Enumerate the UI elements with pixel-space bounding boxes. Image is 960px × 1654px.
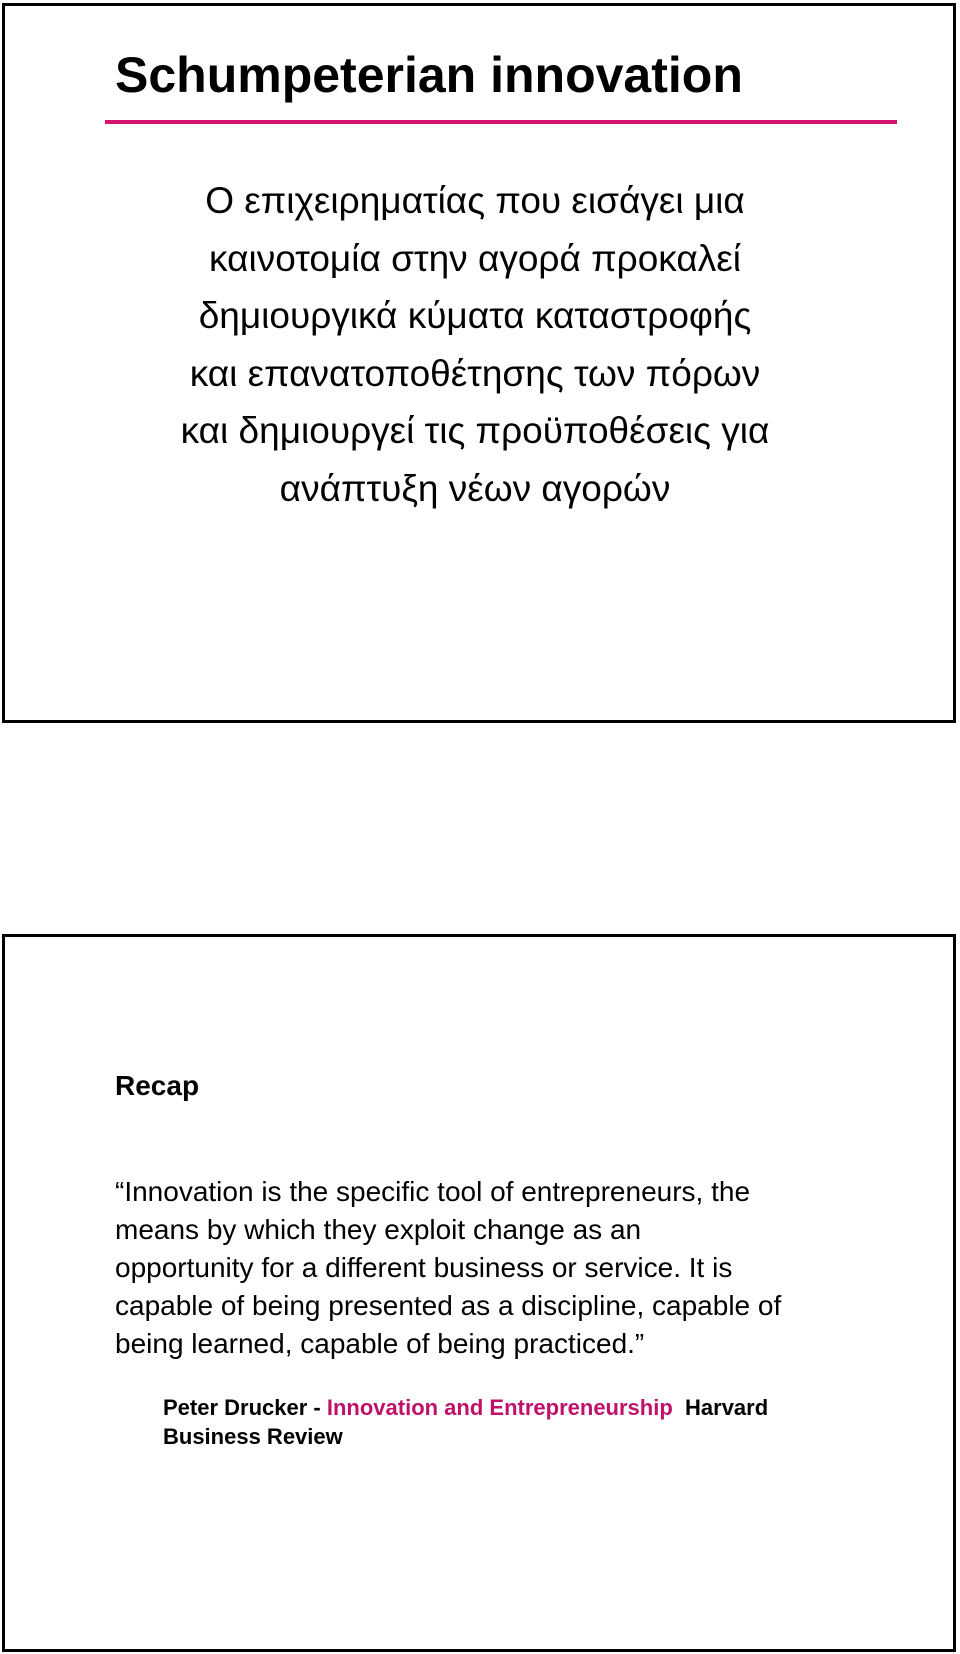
citation [163,1393,768,1451]
citation-work-title: Innovation and Entrepreneurship [326,1395,673,1420]
drucker-quote [115,1173,915,1363]
slide-schumpeterian-innovation [2,3,956,723]
body-line: καινοτομία στην αγορά προκαλεί [209,237,741,279]
quote-line: being learned, capable of being practiced.” [115,1328,645,1359]
slide-title: Schumpeterian innovation [115,47,743,103]
title-underline-rule [105,120,897,124]
body-line: και δημιουργεί τις προϋποθέσεις για [180,410,770,451]
body-line: Ο επιχειρηματίας που εισάγει μια [205,180,745,221]
quote-line: capable of being presented as a discipline, capable of [115,1290,782,1321]
body-line: και επανατοποθέτησης των πόρων [189,352,761,394]
quote-line: means by which they exploit change as an [115,1214,642,1245]
body-line: ανάπτυξη νέων αγορών [279,467,671,509]
recap-heading: Recap [115,1070,200,1101]
citation-line-1 [163,1393,768,1422]
citation-publisher-part2: Business Review [163,1424,343,1449]
citation-author: Peter Drucker - [163,1395,327,1420]
slide-body-text [65,172,885,517]
citation-publisher-part1: Harvard [672,1395,769,1420]
quote-line: opportunity for a different business or service. It is [115,1252,733,1283]
body-line: δημιουργικά κύματα καταστροφής [198,295,752,336]
quote-line: “Innovation is the specific tool of entrepreneurs, the [115,1176,751,1207]
slide-recap [2,934,956,1652]
